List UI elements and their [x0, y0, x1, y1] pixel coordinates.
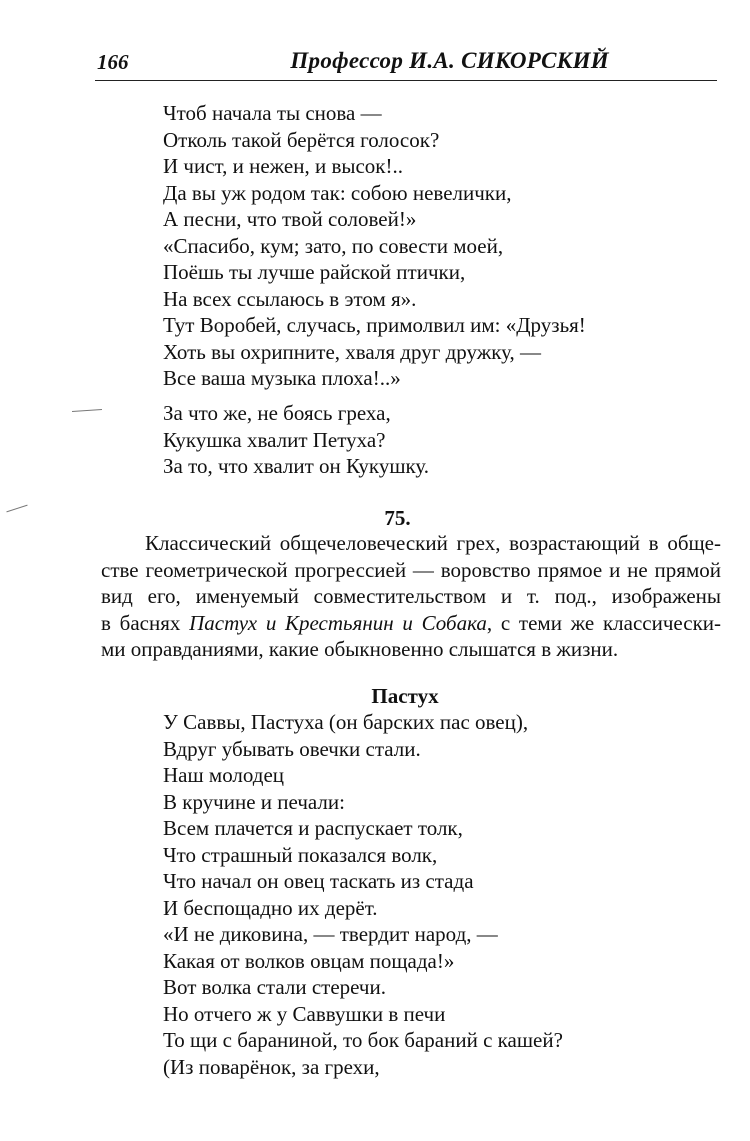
verse-line: Да вы уж родом так: собою невелички,	[163, 180, 512, 205]
verse-line: На всех ссылаюсь в этом я».	[163, 286, 417, 311]
verse-line: Поёшь ты лучше райской птички,	[163, 260, 466, 284]
commentary-paragraph	[101, 530, 721, 663]
verse-line: Что начал он овец таскать из стада	[163, 869, 474, 893]
verse-line: А песни, что твой соловей!»	[163, 207, 417, 231]
verse-line: За то, что хвалит он Кукушку.	[163, 454, 430, 478]
verse-line: Хоть вы охрипните, хваля друг дружку, —	[163, 339, 542, 364]
prose-text: в баснях	[101, 610, 190, 635]
verse-line: «И не диковина, — твердит народ, —	[163, 922, 498, 946]
verse-line: Всем плачется и распускает толк,	[163, 816, 463, 840]
verse-line: Чтоб начала ты снова —	[163, 101, 382, 125]
running-title: Профессор И.А. СИКОРСКИЙ	[290, 48, 609, 73]
verse-line: И чист, и нежен, и высок!..	[163, 154, 404, 178]
verse-stanza-3	[163, 709, 563, 1080]
verse-line: «Спасибо, кум; зато, по совести моей,	[163, 233, 504, 258]
verse-stanza-2	[163, 400, 429, 480]
verse-line: За что же, не боясь греха,	[163, 401, 391, 425]
verse-line: Наш молодец	[163, 763, 285, 787]
verse-line: И беспощадно их дерёт.	[163, 895, 378, 920]
verse-line: У Саввы, Пастуха (он барских пас овец),	[163, 710, 529, 734]
verse-line: Тут Воробей, случась, примолвил им: «Друзья!	[163, 313, 586, 337]
prose-line: ми оправданиями, какие обыкновенно слышатся в жизни.	[101, 637, 619, 661]
verse-line: Все ваша музыка плоха!..»	[163, 366, 401, 390]
verse-line: Отколь такой берётся голосок?	[163, 127, 440, 152]
verse-line: Что страшный показался волк,	[163, 842, 438, 867]
verse-line: (Из поварёнок, за грехи,	[163, 1054, 380, 1079]
verse-line: Кукушка хвалит Петуха?	[163, 427, 386, 452]
verse-line: В кручине и печали:	[163, 789, 345, 814]
page-number: 166	[97, 50, 129, 74]
verse-line: Какая от волков овцам пощада!»	[163, 948, 455, 973]
prose-line: Классический общечеловеческий грех, возрастающий в обще-	[145, 531, 721, 555]
verse-line: Вдруг убывать овечки стали.	[163, 736, 421, 761]
verse-line: Но отчего ж у Саввушки в печи	[163, 1001, 446, 1026]
fable-title: Пастух	[371, 684, 439, 708]
scan-pencil-mark	[72, 409, 102, 412]
verse-line: То щи с бараниной, то бок бараний с кашей?	[163, 1028, 563, 1052]
fable-number: 75.	[384, 506, 411, 530]
fable-titles-italic: Пастух и Крестьянин и Собака	[189, 610, 487, 635]
prose-text: , с теми же классически-	[486, 610, 722, 635]
prose-line: стве геометрической прогрессией — воровство прямое и не прямой	[101, 557, 721, 582]
prose-line	[101, 610, 721, 637]
verse-line: Вот волка стали стеречи.	[163, 975, 386, 999]
page-header	[95, 46, 717, 78]
prose-line: вид его, именуемый совместительством и т. под., изображены	[101, 584, 721, 608]
verse-stanza-1	[163, 100, 586, 392]
header-rule	[95, 80, 717, 81]
